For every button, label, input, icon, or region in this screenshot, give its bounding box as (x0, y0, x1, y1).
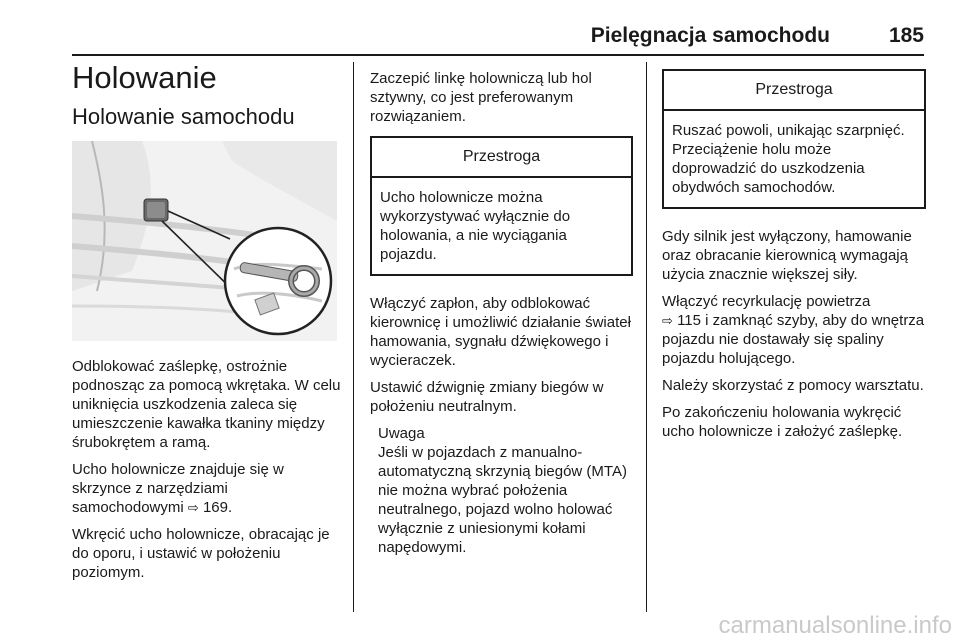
instruction-paragraph: Zaczepić linkę holowniczą lub hol sztywny, co jest preferowanym rozwiązaniem. (370, 70, 592, 125)
instruction-paragraph: Włączyć zapłon, aby odblokować kierownicę i umożliwić działanie świateł hamowania, sygnału dźwiękowego i wycieraczek. (370, 295, 631, 369)
column-3 (662, 69, 926, 449)
warning-title: Przestroga (372, 138, 631, 178)
page-reference-arrow-icon: ⇨ (187, 500, 199, 515)
column-2 (370, 69, 633, 557)
column-1 (72, 58, 342, 590)
instruction-paragraph: Wkręcić ucho holownicze, obracając je do oporu, i ustawić w położeniu poziomym. (72, 526, 330, 581)
warning-title: Przestroga (664, 71, 924, 111)
warning-box (370, 136, 633, 276)
section-title: Pielęgnacja samochodu (590, 24, 830, 47)
watermark: carmanualsonline.info (718, 612, 952, 639)
page-header (72, 22, 924, 56)
instruction-paragraph: Gdy silnik jest wyłączony, hamowanie oraz obracanie kierownicą wymagają użycia znacznie większej siły. (662, 228, 912, 283)
page-reference-arrow-icon: ⇨ (662, 313, 673, 328)
chapter-heading: Holowanie (72, 60, 217, 95)
instruction-paragraph: Należy skorzystać z pomocy warsztatu. (662, 377, 924, 394)
column-divider (646, 62, 647, 612)
warning-box (662, 69, 926, 209)
page-number: 185 (888, 24, 924, 47)
section-heading: Holowanie samochodu (72, 104, 295, 129)
instruction-paragraph: Ustawić dźwignię zmiany biegów w położeniu neutralnym. (370, 379, 604, 415)
note-title: Uwaga (378, 425, 425, 442)
instruction-paragraph: Włączyć recyrkulację powietrza ⇨ 115 i zamknąć szyby, aby do wnętrza pojazdu nie dostawały się spaliny pojazdu holującego. (662, 293, 925, 367)
column-divider (353, 62, 354, 612)
page-reference-link[interactable]: 169 (202, 499, 228, 516)
note-block (378, 424, 633, 557)
note-text: Jeśli w pojazdach z manualno-automatyczną skrzynią biegów (MTA) nie można wybrać położenia neutralnego, pojazd wolno holować wyłącznie z uniesionymi kołami napędowymi. (378, 444, 627, 556)
instruction-paragraph: Ucho holownicze znajduje się w skrzynce z narzędziami samochodowymi ⇨ 169. (72, 461, 284, 516)
towing-eye-illustration (72, 141, 337, 341)
page-reference-link[interactable]: 115 (677, 312, 701, 329)
instruction-paragraph: Odblokować zaślepkę, ostrożnie podnosząc za pomocą wkrętaka. W celu uniknięcia uszkodzenia zaleca się umieszczenie kawałka tkaniny między śrubokrętem a ramą. (72, 358, 341, 451)
warning-text: Ucho holownicze można wykorzystywać wyłącznie do holowania, a nie wyciągania pojazdu. (380, 189, 571, 263)
instruction-paragraph: Po zakończeniu holowania wykręcić ucho holownicze i założyć zaślepkę. (662, 404, 903, 440)
warning-text: Ruszać powoli, unikając szarpnięć. Przeciążenie holu może doprowadzić do uszkodzenia obydwóch samochodów. (672, 122, 905, 196)
